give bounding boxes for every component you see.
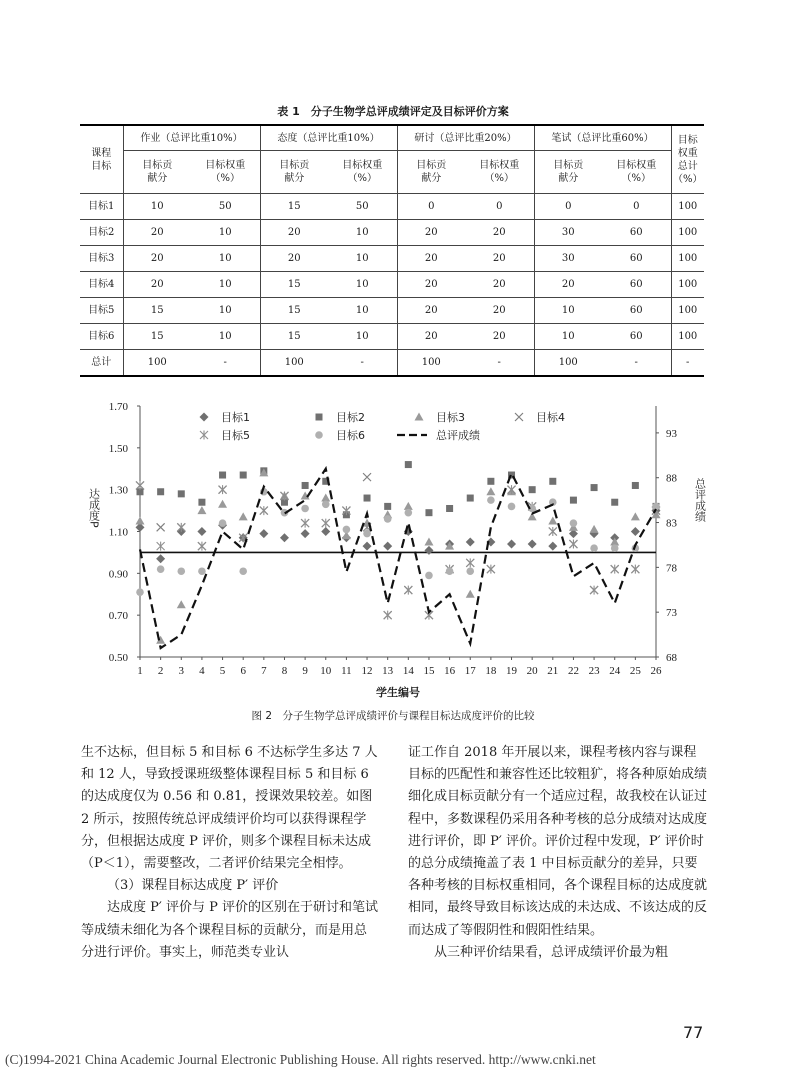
table-cell: 10 (123, 194, 191, 220)
legend-swatch (315, 431, 323, 439)
data-point (631, 565, 639, 574)
table-cell: 20 (465, 246, 534, 272)
table-cell: 10 (191, 220, 260, 246)
data-point (157, 542, 165, 551)
data-point (301, 519, 309, 528)
body-column-left (81, 742, 379, 964)
table-row (80, 272, 704, 298)
table-cell: - (602, 350, 671, 377)
x-tick-label: 21 (547, 665, 559, 677)
sub-header: 目标贡 献分 (260, 151, 328, 194)
data-point (486, 487, 495, 495)
data-point (425, 509, 432, 516)
data-point (611, 499, 618, 506)
sub-header: 目标权重 （%） (328, 151, 397, 194)
table-cell: 10 (328, 220, 397, 246)
data-point (157, 488, 164, 495)
row-label: 总计 (80, 350, 123, 377)
row-label: 目标3 (80, 246, 123, 272)
data-point (487, 478, 494, 485)
table-cell: 50 (328, 194, 397, 220)
left-tick-label: 0.70 (108, 610, 128, 623)
page-number: 77 (683, 1023, 704, 1042)
data-point (487, 496, 495, 504)
data-point (591, 484, 598, 491)
table-cell: - (671, 350, 704, 377)
table-cell: 20 (260, 220, 328, 246)
table-cell: 10 (191, 298, 260, 324)
x-tick-label: 15 (423, 665, 435, 677)
table-cell: 50 (191, 194, 260, 220)
table-cell: 60 (602, 298, 671, 324)
table-cell: 60 (602, 220, 671, 246)
data-point (198, 542, 206, 551)
data-point (136, 517, 145, 525)
data-point (466, 590, 475, 598)
sub-header: 目标贡 献分 (397, 151, 465, 194)
x-tick-label: 4 (199, 665, 205, 677)
sub-header: 目标权重 （%） (191, 151, 260, 194)
section-heading: （3）课程目标达成度 P′ 评价 (107, 878, 279, 894)
table-cell: - (191, 350, 260, 377)
table-cell: 20 (465, 298, 534, 324)
x-tick-label: 3 (178, 665, 185, 677)
x-tick-label: 26 (650, 665, 662, 677)
table-cell: 20 (465, 272, 534, 298)
x-tick-label: 20 (526, 665, 538, 677)
right-tick-label: 83 (666, 517, 677, 530)
data-point (528, 540, 537, 549)
x-tick-label: 23 (588, 665, 600, 677)
table-cell: - (465, 350, 534, 377)
paragraph: 从三种评价结果看，总评成绩评价最为粗 (434, 944, 669, 960)
x-tick-label: 24 (609, 665, 621, 677)
row-label: 目标2 (80, 220, 123, 246)
table-cell: 20 (397, 246, 465, 272)
paragraph: 证工作自 2018 年开展以来，课程考核内容与课程目标的匹配性和兼容性还比较粗犷，将各种原始成绩细化成目标贡献分有一个适应过程，故我校在认证过程中，多数课程仍采用各种考核的总分成绩对达成度进行评价，即 P′ 评价。评价过程中发现，P′ 评价时的总分成绩掩盖了表 1 中目标贡献分的差异，只要各种考核的目标权重相同，各个课程目标的达成度就相同，最终导致目标该达成的未达成、不该达成的反而达成了等假阴性和假阳性结果。 (408, 745, 708, 938)
table-cell: 15 (260, 324, 328, 350)
table-cell: 60 (602, 272, 671, 298)
figure-caption: 图 2 分子生物学总评成绩评价与课程目标达成度评价的比较 (251, 710, 535, 722)
legend-swatch (415, 413, 424, 421)
y-axis-label: 达成度P (87, 488, 101, 528)
data-point (321, 494, 330, 502)
data-point (302, 482, 309, 489)
table-cell: 60 (602, 246, 671, 272)
evaluation-scheme-table (80, 124, 704, 377)
row-label: 目标6 (80, 324, 123, 350)
data-point (467, 495, 474, 502)
legend-label: 目标2 (336, 411, 365, 424)
table-row (80, 324, 704, 350)
table-cell: 100 (671, 324, 704, 350)
data-point (239, 567, 247, 575)
left-tick-label: 0.50 (108, 652, 128, 664)
table-title: 表 1 分子生物学总评成绩评定及目标评价方案 (277, 105, 509, 118)
table-cell: 20 (397, 272, 465, 298)
data-point (383, 542, 392, 551)
data-point (157, 565, 165, 573)
data-point (384, 611, 392, 620)
group-header-exam: 笔试（总评比重60%） (534, 125, 671, 151)
group-header-homework: 作业（总评比重10%） (123, 125, 260, 151)
table-row (80, 220, 704, 246)
data-point (652, 503, 660, 511)
data-point (446, 567, 454, 575)
data-point (280, 491, 288, 500)
data-point (611, 544, 619, 552)
table-row (80, 350, 704, 377)
table-row (80, 194, 704, 220)
data-point (157, 523, 165, 531)
data-point (219, 472, 226, 479)
data-point (487, 565, 495, 574)
data-point (364, 495, 371, 502)
data-point (631, 512, 640, 520)
data-point (259, 529, 268, 538)
data-point (177, 600, 186, 608)
table-cell: 15 (260, 194, 328, 220)
data-point (466, 537, 475, 546)
table-cell: 20 (260, 246, 328, 272)
data-point (177, 523, 185, 532)
data-point (136, 588, 144, 596)
data-point (197, 506, 206, 514)
y2-axis-label: 总评成绩 (693, 478, 707, 522)
x-tick-label: 25 (629, 665, 641, 677)
group-header-seminar: 研讨（总评比重20%） (397, 125, 534, 151)
row-label: 目标1 (80, 194, 123, 220)
data-point (363, 473, 371, 481)
table-cell: 100 (671, 272, 704, 298)
table-cell: 20 (123, 246, 191, 272)
data-point (156, 554, 165, 563)
data-point (466, 567, 474, 575)
table-cell: 0 (465, 194, 534, 220)
left-tick-label: 1.50 (108, 442, 128, 455)
table-row (80, 246, 704, 272)
table-cell: 100 (671, 246, 704, 272)
group-header-attitude: 态度（总评比重10%） (260, 125, 397, 151)
table-cell: 10 (191, 324, 260, 350)
x-tick-label: 13 (382, 665, 394, 677)
table-cell: 10 (328, 324, 397, 350)
data-point (343, 526, 351, 534)
table-cell: 100 (671, 298, 704, 324)
sub-header: 目标权重 （%） (465, 151, 534, 194)
table-cell: 20 (397, 298, 465, 324)
x-axis-label: 学生编号 (376, 686, 420, 699)
table-cell: 30 (534, 246, 602, 272)
table-cell: 100 (671, 194, 704, 220)
table-cell: - (328, 350, 397, 377)
left-tick-label: 1.30 (108, 484, 128, 497)
table-cell: 10 (328, 298, 397, 324)
data-point (404, 586, 412, 595)
table-corner-header: 课程 目标 (80, 125, 123, 194)
x-tick-label: 17 (464, 665, 476, 677)
x-tick-label: 18 (485, 665, 497, 677)
data-point (342, 506, 350, 515)
x-tick-label: 14 (402, 665, 414, 677)
row-label: 目标5 (80, 298, 123, 324)
total-weight-header: 目标 权重 总计 （%） (671, 125, 704, 194)
right-tick-label: 88 (666, 472, 677, 485)
total-score-line (140, 469, 656, 648)
data-point (301, 505, 309, 513)
left-tick-label: 1.70 (108, 401, 128, 413)
body-column-right (408, 742, 708, 964)
data-point (405, 509, 413, 517)
data-point (219, 485, 227, 494)
sub-header: 目标权重 （%） (602, 151, 671, 194)
data-point (197, 527, 206, 536)
table-cell: 20 (465, 220, 534, 246)
right-tick-label: 73 (666, 607, 677, 620)
data-point (424, 537, 433, 545)
data-point (611, 565, 619, 574)
legend-swatch (515, 413, 523, 421)
left-tick-label: 0.90 (108, 568, 128, 581)
data-point (631, 527, 640, 536)
data-point (508, 503, 516, 511)
data-point (219, 519, 227, 527)
table-cell: 100 (260, 350, 328, 377)
x-tick-label: 9 (302, 665, 308, 677)
data-point (549, 478, 556, 485)
table-cell: 100 (534, 350, 602, 377)
table-cell: 10 (534, 324, 602, 350)
legend-label: 目标3 (436, 411, 465, 424)
table-cell: 30 (534, 220, 602, 246)
data-point (239, 512, 248, 520)
data-point (322, 519, 330, 528)
data-point (321, 527, 330, 536)
sub-header: 目标贡 献分 (123, 151, 191, 194)
data-point (363, 542, 372, 551)
right-tick-label: 78 (666, 562, 677, 575)
data-point (363, 530, 371, 538)
x-tick-label: 1 (137, 665, 143, 677)
table-cell: 20 (397, 220, 465, 246)
data-point (446, 505, 453, 512)
table-cell: 20 (534, 272, 602, 298)
legend-label: 目标5 (221, 429, 250, 442)
x-tick-label: 10 (320, 665, 332, 677)
data-point (590, 525, 599, 533)
right-tick-label: 68 (666, 652, 677, 664)
data-point (280, 533, 289, 542)
data-point (405, 461, 412, 468)
data-point (590, 586, 598, 595)
legend-swatch (200, 413, 209, 422)
data-point (507, 540, 516, 549)
row-label: 目标4 (80, 272, 123, 298)
left-tick-label: 1.10 (108, 526, 128, 539)
legend-label: 目标1 (221, 411, 250, 424)
table-cell: 10 (191, 272, 260, 298)
data-point (548, 542, 557, 551)
legend-label: 目标4 (536, 411, 565, 424)
table-cell: 20 (123, 272, 191, 298)
data-point (508, 485, 516, 494)
data-point (632, 482, 639, 489)
x-tick-label: 12 (361, 665, 373, 677)
table-cell: 0 (602, 194, 671, 220)
legend-swatch (316, 414, 323, 421)
legend-label: 目标6 (336, 429, 365, 442)
table-cell: 20 (465, 324, 534, 350)
table-cell: 10 (191, 246, 260, 272)
table-cell: 15 (123, 298, 191, 324)
data-point (529, 486, 536, 493)
table-cell: 10 (328, 272, 397, 298)
table-cell: 60 (602, 324, 671, 350)
legend-swatch (200, 431, 208, 440)
data-point (570, 519, 578, 527)
x-tick-label: 5 (219, 665, 226, 677)
right-tick-label: 93 (666, 427, 677, 440)
data-point (404, 502, 413, 510)
sub-header: 目标贡 献分 (534, 151, 602, 194)
table-cell: 15 (123, 324, 191, 350)
data-point (322, 501, 330, 509)
table-cell: 10 (534, 298, 602, 324)
data-point (301, 529, 310, 538)
data-point (240, 472, 247, 479)
data-point (425, 572, 433, 580)
table-cell: 100 (671, 220, 704, 246)
x-tick-label: 2 (157, 665, 164, 677)
achievement-comparison-chart (76, 393, 716, 703)
data-point (569, 540, 577, 549)
paragraph: 达成度 P′ 评价与 P 评价的区别在于研讨和笔试等成绩未细化为各个课程目标的贡献分，而是用总分进行评价。事实上，师范类专业认 (81, 900, 378, 960)
table-cell: 20 (123, 220, 191, 246)
data-point (260, 506, 268, 515)
x-tick-label: 6 (240, 665, 246, 677)
table-cell: 100 (123, 350, 191, 377)
data-point (590, 544, 598, 552)
table-cell: 100 (397, 350, 465, 377)
data-point (136, 481, 144, 490)
x-tick-label: 16 (444, 665, 456, 677)
data-point (466, 558, 474, 567)
data-point (570, 497, 577, 504)
data-point (384, 503, 391, 510)
x-tick-label: 7 (261, 665, 267, 677)
data-point (198, 499, 205, 506)
copyright-footer: (C)1994-2021 China Academic Journal Electronic Publishing House. All rights reserved. http://www.cnki.net (5, 1052, 596, 1067)
data-point (218, 500, 227, 508)
data-point (177, 567, 185, 575)
x-tick-label: 8 (281, 665, 288, 677)
x-tick-label: 19 (506, 665, 518, 677)
table-cell: 15 (260, 298, 328, 324)
x-tick-label: 11 (341, 665, 352, 677)
legend-label: 总评成绩 (436, 429, 480, 442)
x-tick-label: 22 (567, 665, 579, 677)
table-cell: 0 (397, 194, 465, 220)
table-cell: 20 (397, 324, 465, 350)
data-point (549, 527, 557, 536)
table-cell: 0 (534, 194, 602, 220)
table-row (80, 298, 704, 324)
data-point (198, 567, 206, 575)
data-point (178, 490, 185, 497)
table-cell: 10 (328, 246, 397, 272)
table-cell: 15 (260, 272, 328, 298)
paragraph: 生不达标，但目标 5 和目标 6 不达标学生多达 7 人和 12 人，导致授课班级整体课程目标 5 和目标 6 的达成度仅为 0.56 和 0.81，授课效果较差。如图 2 所示，按照传统总评成绩评价均可以获得课程学分，但根据达成度 P 评价，则多个课程目标未达成（P＜1），需要整改，二者评价结果完全相悖。 (81, 745, 378, 872)
data-point (424, 546, 433, 555)
data-point (384, 515, 392, 523)
